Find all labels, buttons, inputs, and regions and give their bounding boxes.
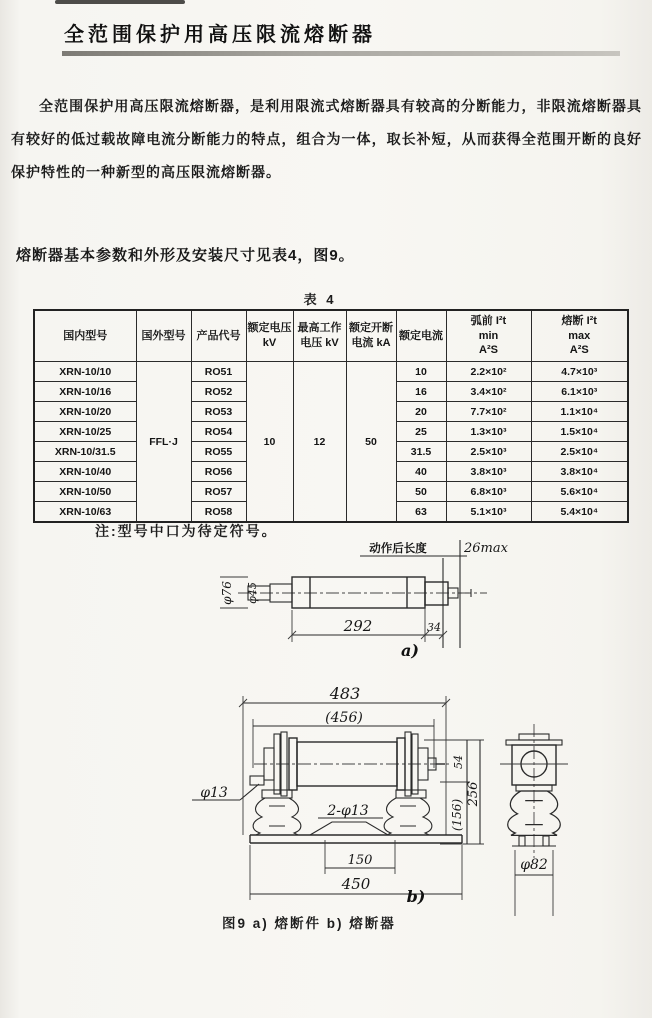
cell-code: RO53: [191, 402, 246, 422]
cell-code: RO54: [191, 422, 246, 442]
cell-current: 25: [396, 422, 446, 442]
cell-model: XRN-10/40: [34, 462, 136, 482]
cell-melt: 2.5×10⁴: [531, 442, 628, 462]
cell-rated-voltage-merged: 10: [246, 362, 293, 523]
dia-stub-label: φ45: [246, 582, 259, 604]
cell-current: 16: [396, 382, 446, 402]
intro-paragraph: 全范围保护用高压限流熔断器，是利用限流式熔断器具有较高的分断能力，非限流熔断器具有较好的低过载故障电流分断能力的特点，组合为一体，取长补短，从而获得全范围开断的良好保护特性的一种新型的高压限流熔断器。: [11, 98, 642, 180]
col-product-code: 产品代号: [191, 310, 246, 362]
overall-length-label: 483: [329, 684, 361, 703]
drawing-b-fuse-assembly: [192, 684, 484, 906]
col-rated-voltage: 额定电压 kV: [246, 310, 293, 362]
cell-code: RO52: [191, 382, 246, 402]
cell-model: XRN-10/16: [34, 382, 136, 402]
cell-prearc: 2.5×10³: [446, 442, 531, 462]
drawing-b-end-view: [500, 724, 568, 916]
drawing-a-label: a): [401, 641, 419, 660]
table-header-row: [34, 310, 628, 362]
cell-model: XRN-10/50: [34, 482, 136, 502]
cell-current: 20: [396, 402, 446, 422]
h-overall-label: 256: [466, 781, 481, 807]
lead-sentence: 熔断器基本参数和外形及安装尺寸见表4，图9。: [16, 247, 355, 264]
cell-model: XRN-10/25: [34, 422, 136, 442]
hole-dia-label: φ13: [200, 785, 228, 801]
parameters-table-wrap: [33, 309, 627, 523]
cell-current: 10: [396, 362, 446, 382]
cap-length-label: 34: [427, 621, 441, 634]
cell-melt: 6.1×10³: [531, 382, 628, 402]
cell-code: RO58: [191, 502, 246, 523]
cell-current: 63: [396, 502, 446, 523]
col-max-voltage: 最高工作 电压 kV: [293, 310, 346, 362]
cell-prearc: 2.2×10²: [446, 362, 531, 382]
title-underline: [62, 51, 620, 56]
col-domestic-model: 国内型号: [34, 310, 136, 362]
inner-length-label: (456): [325, 710, 363, 726]
cell-model: XRN-10/20: [34, 402, 136, 422]
drawing-b-label: b): [406, 887, 426, 906]
cell-breaking-current-merged: 50: [346, 362, 396, 523]
cell-code: RO56: [191, 462, 246, 482]
cell-prearc: 5.1×10³: [446, 502, 531, 523]
parameters-table: [33, 309, 629, 523]
cell-code: RO57: [191, 482, 246, 502]
cell-current: 31.5: [396, 442, 446, 462]
col-melting-i2t: 熔断 I²t max A²S: [531, 310, 628, 362]
col-prearc-i2t: 弧前 I²t min A²S: [446, 310, 531, 362]
cell-foreign-model-merged: FFL·J: [136, 362, 191, 523]
table-row: [34, 362, 628, 382]
holes-label: 2-φ13: [327, 803, 369, 819]
scan-artifact: [55, 0, 185, 4]
table-note: 注:型号中口为待定符号。: [95, 523, 278, 539]
cell-model: XRN-10/63: [34, 502, 136, 523]
dia-body-label: φ76: [220, 581, 234, 605]
cell-code: RO51: [191, 362, 246, 382]
base-width-label: 450: [341, 875, 371, 893]
figure-caption: 图9 a) 熔断件 b) 熔断器: [222, 916, 396, 931]
figure-9-drawing: [0, 538, 652, 948]
cell-prearc: 6.8×10³: [446, 482, 531, 502]
after-length-value: 26max: [464, 541, 508, 556]
cell-melt: 4.7×10³: [531, 362, 628, 382]
col-foreign-model: 国外型号: [136, 310, 191, 362]
cell-prearc: 7.7×10²: [446, 402, 531, 422]
cell-prearc: 3.4×10²: [446, 382, 531, 402]
cell-current: 40: [396, 462, 446, 482]
cell-melt: 5.6×10⁴: [531, 482, 628, 502]
body-length-label: 292: [343, 617, 373, 635]
page-title: 全范围保护用高压限流熔断器: [64, 24, 376, 46]
h-insulator-label: (156): [450, 798, 464, 832]
cell-melt: 3.8×10⁴: [531, 462, 628, 482]
table-caption: 表 4: [303, 292, 337, 307]
after-length-label: 动作后长度: [369, 543, 427, 555]
h-terminal-label: 54: [452, 755, 465, 769]
col-rated-current: 额定电流: [396, 310, 446, 362]
cell-model: XRN-10/31.5: [34, 442, 136, 462]
end-dia-label: φ82: [520, 857, 548, 873]
cell-prearc: 3.8×10³: [446, 462, 531, 482]
col-breaking-current: 额定开断 电流 kA: [346, 310, 396, 362]
cell-code: RO55: [191, 442, 246, 462]
drawing-a-fuse-link: [220, 540, 509, 660]
cell-melt: 1.5×10⁴: [531, 422, 628, 442]
cell-max-voltage-merged: 12: [293, 362, 346, 523]
cell-prearc: 1.3×10³: [446, 422, 531, 442]
cell-melt: 1.1×10⁴: [531, 402, 628, 422]
cell-model: XRN-10/10: [34, 362, 136, 382]
cell-melt: 5.4×10⁴: [531, 502, 628, 523]
slot-span-label: 150: [347, 853, 373, 868]
cell-current: 50: [396, 482, 446, 502]
